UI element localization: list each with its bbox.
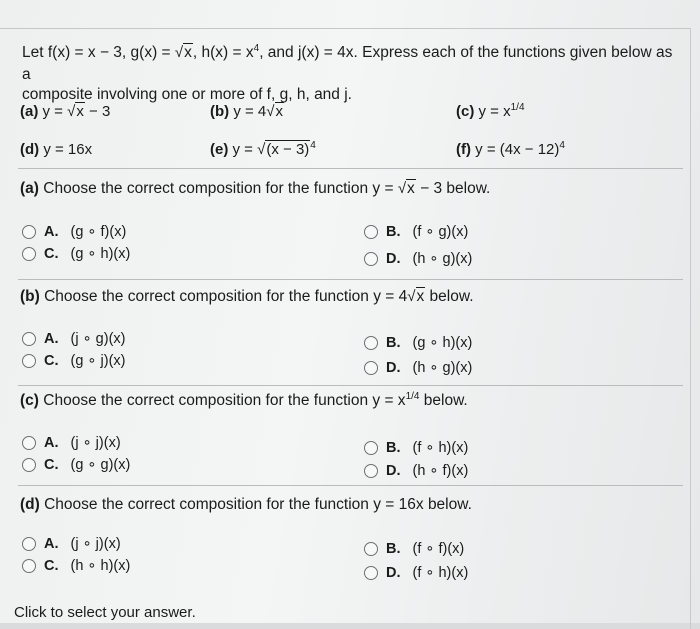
question-a-option-a[interactable]: A. (g ∘ f)(x) [22,224,126,240]
question-b-option-b[interactable]: B. (g ∘ h)(x) [364,335,472,351]
question-a-option-d[interactable]: D. (h ∘ g)(x) [364,251,472,267]
radio-button[interactable] [22,247,36,261]
function-a: (a) y = √x − 3 [20,103,111,120]
divider [18,168,683,169]
radio-button[interactable] [364,252,378,266]
exponent: 4 [253,43,260,54]
function-d: (d) y = 16x [20,141,93,158]
question-a: (a) Choose the correct composition for the function y = √x − 3 below. [20,180,491,197]
radio-button[interactable] [22,537,36,551]
instruction-text: Click to select your answer. [14,604,196,621]
question-c: (c) Choose the correct composition for the function $y = x^{1/4}$ below. [20,391,468,409]
question-d-option-a[interactable]: A. (j ∘ j)(x) [22,536,121,552]
function-b: (b) y = 4√x [210,103,283,120]
question-d-option-d[interactable]: D. (f ∘ h)(x) [364,565,468,581]
radio-button[interactable] [364,464,378,478]
divider [18,385,683,386]
question-a-option-b[interactable]: B. (f ∘ g)(x) [364,224,468,240]
question-c-option-a[interactable]: A. (j ∘ j)(x) [22,435,121,451]
radio-button[interactable] [22,436,36,450]
radio-button[interactable] [22,332,36,346]
radio-button[interactable] [364,336,378,350]
question-a-option-c[interactable]: C. (g ∘ h)(x) [22,246,130,262]
question-b: (b) Choose the correct composition for the function y = 4√x below. [20,288,474,305]
question-b-option-c[interactable]: C. (g ∘ j)(x) [22,353,125,369]
intro-text: , and j(x) = 4x. Express each of the functions given below as a [22,44,673,83]
function-f: (f) $y = (4x - 12)^4$ [456,140,565,158]
function-e: (e) $y = √(x - 3)^4$ [210,140,316,158]
question-d-option-b[interactable]: B. (f ∘ f)(x) [364,541,464,557]
radio-button[interactable] [364,361,378,375]
question-b-option-a[interactable]: A. (j ∘ g)(x) [22,331,125,347]
intro-text: , h(x) = x [192,44,254,61]
problem-line-1 [22,43,682,85]
radical-sign: √ [174,44,184,61]
problem-statement [22,43,682,105]
function-c: (c) $y = x^{1/4}$ [456,102,525,120]
question-d-option-c[interactable]: C. (h ∘ h)(x) [22,558,130,574]
radio-button[interactable] [22,559,36,573]
radio-button[interactable] [22,225,36,239]
radicand: x [184,44,192,61]
radio-button[interactable] [22,354,36,368]
question-b-option-d[interactable]: D. (h ∘ g)(x) [364,360,472,376]
radio-button[interactable] [22,458,36,472]
question-c-option-c[interactable]: C. (g ∘ g)(x) [22,457,130,473]
radio-button[interactable] [364,542,378,556]
intro-text: Let f(x) = x − 3, g(x) = [22,44,175,61]
radio-button[interactable] [364,566,378,580]
question-c-option-b[interactable]: B. (f ∘ h)(x) [364,440,468,456]
radio-button[interactable] [364,441,378,455]
divider [18,485,683,486]
divider [18,279,683,280]
question-d: (d) Choose the correct composition for the function y = 16x below. [20,496,472,513]
radio-button[interactable] [364,225,378,239]
question-c-option-d[interactable]: D. (h ∘ f)(x) [364,463,468,479]
problem-line-2: composite involving one or more of f, g, h, and j. [22,86,352,103]
